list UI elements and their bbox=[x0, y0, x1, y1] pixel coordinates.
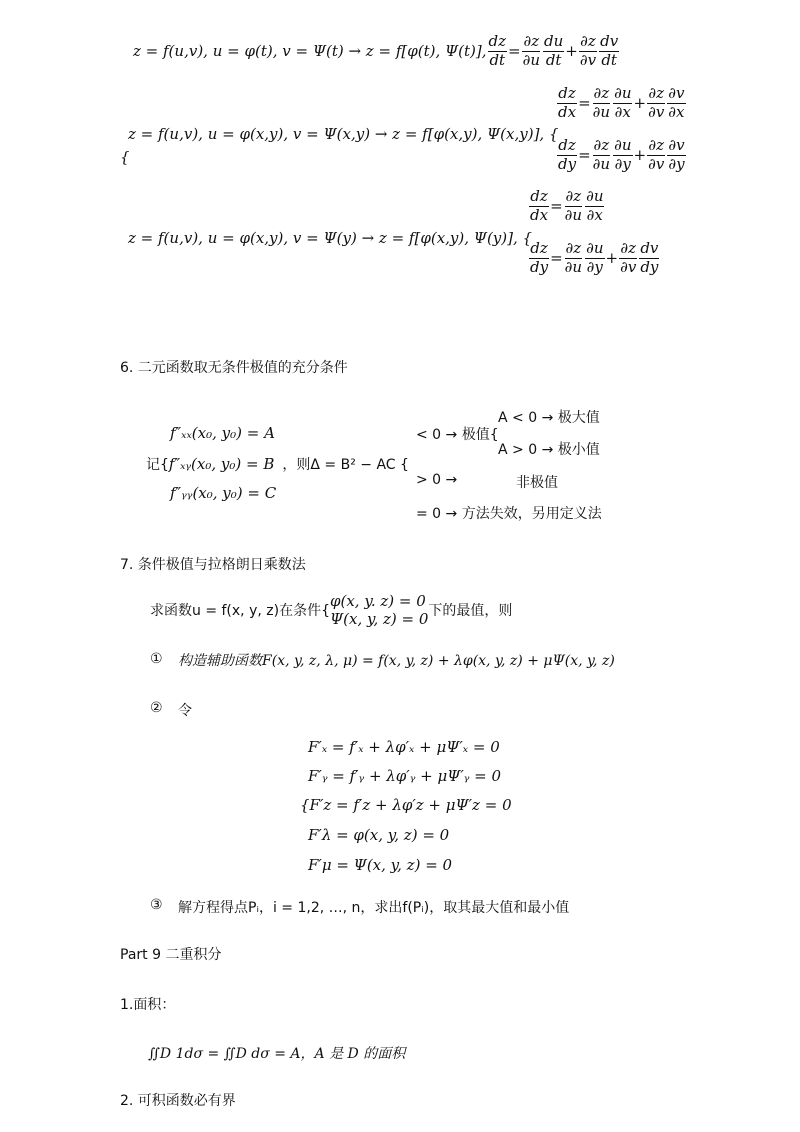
lagrange-eq-5: F′μ = Ψ(x, y, z) = 0 bbox=[308, 856, 453, 874]
case2-row2: $\frac{dz}{dy}$ = $\frac{\partial z}{\partial u}$ $\frac{\partial u}{\partial y}$ + $\frac{\partial z}{\partial v}$ $\frac{\partial v}{\partial y}$ bbox=[558, 136, 685, 173]
case3-row1: $\frac{dz}{dx}$ = $\frac{\partial z}{\partial u}$ $\frac{\partial u}{\partial x}$ bbox=[530, 187, 604, 224]
step2-text: 令 bbox=[178, 703, 192, 719]
case3-row2: $\frac{dz}{dy}$ = $\frac{\partial z}{\partial u}$ $\frac{\partial u}{\partial y}$ + $\frac{\partial z}{\partial v}$ $\frac{dv}{dy}$ bbox=[530, 239, 659, 276]
lagrange-eq-3: {F′z = f′z + λφ′z + μΨ′z = 0 bbox=[300, 796, 512, 814]
min-value: A > 0 → 极小值 bbox=[498, 442, 600, 458]
chain-rule-case1: z = f(u,v), u = φ(t), v = Ψ(t) → z = f[φ(t), Ψ(t)], $\frac{dz}{dt}$ = $\frac{\partial z}{\partial u}$ $\frac{du}{dt}$ + $\frac{\partial z}{\partial v}$ $\frac{dv}{dt}$ bbox=[133, 32, 619, 69]
item-area: 1.面积： bbox=[120, 997, 176, 1013]
case1-lhs: z = f(u,v), u = φ(t), v = Ψ(t) → z = f[φ(t), Ψ(t)], bbox=[133, 42, 487, 61]
step1-number: ① bbox=[150, 651, 163, 667]
lagrange-eq-1: F′ₓ = f′ₓ + λφ′ₓ + μΨ′ₓ = 0 bbox=[308, 738, 500, 756]
section7-heading: 7. 条件极值与拉格朗日乘数法 bbox=[120, 557, 306, 573]
lagrange-eq-2: F′ᵧ = f′ᵧ + λφ′ᵧ + μΨ′ᵧ = 0 bbox=[308, 767, 502, 785]
case3-lhs: z = f(u,v), u = φ(x,y), v = Ψ(y) → z = f[φ(x,y), Ψ(y)], { bbox=[128, 229, 533, 247]
case2-brace: { bbox=[120, 148, 130, 166]
step3-number: ③ bbox=[150, 897, 163, 913]
case2-lhs: z = f(u,v), u = φ(x,y), v = Ψ(x,y) → z = f[φ(x,y), Ψ(x,y)], { bbox=[128, 125, 559, 143]
frac-dz-dt: $\frac{dz}{dt}$ bbox=[488, 32, 507, 69]
def-fyy: f″ᵧᵧ(x₀, y₀) = C bbox=[170, 484, 277, 502]
step3-text: 解方程得点Pᵢ，i = 1,2, …, n，求出f(Pᵢ)，取其最大值和最小值 bbox=[178, 900, 570, 916]
def-fxx: f″ₓₓ(x₀, y₀) = A bbox=[170, 424, 275, 442]
section6-heading: 6. 二元函数取无条件极值的充分条件 bbox=[120, 360, 348, 376]
area-formula: ∬D 1dσ = ∬D dσ = A，A 是 D 的面积 bbox=[148, 1046, 406, 1062]
step1-text: 构造辅助函数F(x, y, z, λ, μ) = f(x, y, z) + λφ(x, y, z) + μΨ(x, y, z) bbox=[178, 653, 615, 669]
pos-discriminant: > 0 → bbox=[416, 472, 458, 488]
part9-heading: Part 9 二重积分 bbox=[120, 947, 222, 963]
neg-discriminant: < 0 → 极值{ bbox=[416, 427, 499, 443]
item-bounded: 2. 可积函数必有界 bbox=[120, 1093, 236, 1109]
def-fxy-row: 记{ f″ₓᵧ(x₀, y₀) = B ，则Δ = B² − AC { bbox=[146, 455, 409, 473]
zero-discriminant: = 0 → 方法失效，另用定义法 bbox=[416, 506, 602, 522]
lagrange-intro: 求函数u = f(x, y, z)在条件{ φ(x, y. z) = 0 Ψ(x, y, z) = 0 下的最值，则 bbox=[150, 592, 513, 628]
non-extreme: 非极值 bbox=[516, 475, 558, 491]
max-value: A < 0 → 极大值 bbox=[498, 410, 600, 426]
case2-row1: $\frac{dz}{dx}$ = $\frac{\partial z}{\partial u}$ $\frac{\partial u}{\partial x}$ + $\frac{\partial z}{\partial v}$ $\frac{\partial v}{\partial x}$ bbox=[558, 84, 685, 121]
lagrange-eq-4: F′λ = φ(x, y, z) = 0 bbox=[308, 826, 450, 844]
step2-number: ② bbox=[150, 700, 163, 716]
